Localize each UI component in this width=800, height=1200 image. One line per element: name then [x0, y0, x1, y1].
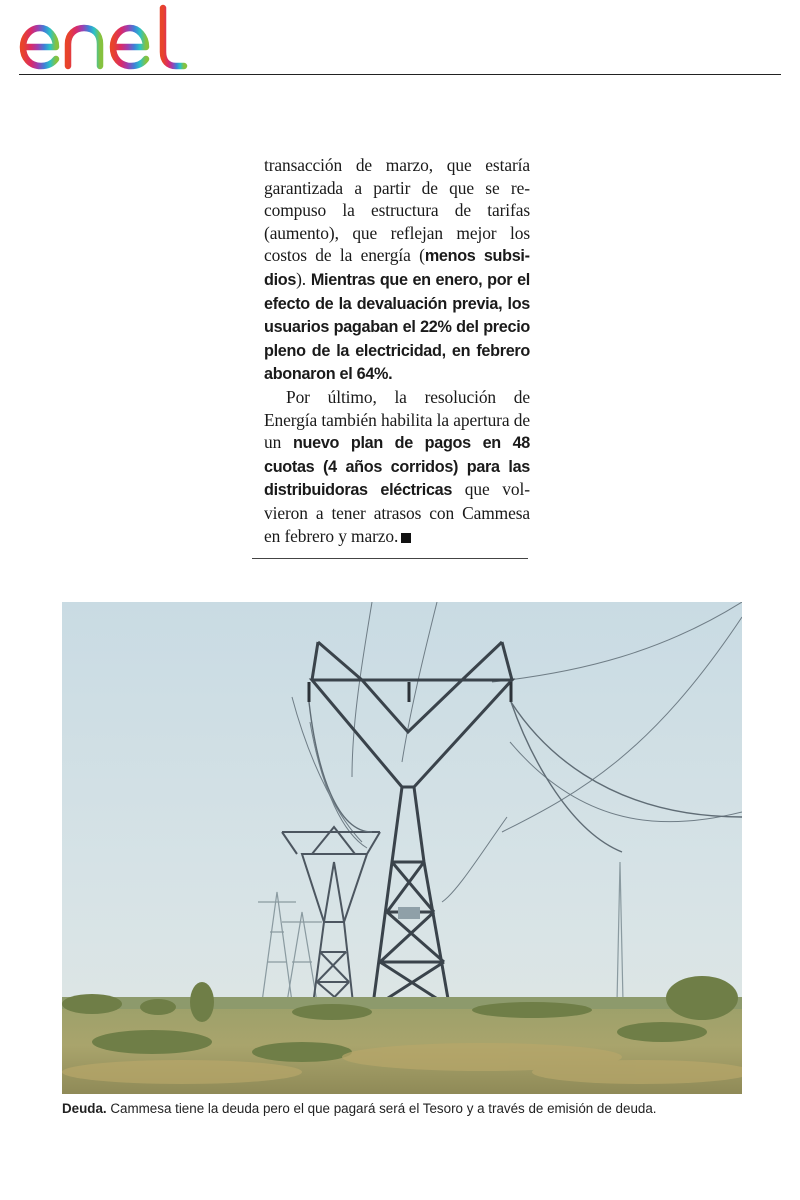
bold-run: nuevo plan de pagos en 48 cuotas (4 años corridos) para las distribuidoras eléctricas [264, 434, 530, 500]
text-run: ). [296, 268, 311, 289]
article-paragraph [264, 154, 530, 386]
enel-logo [18, 4, 193, 72]
article-paragraph [264, 386, 530, 547]
transmission-towers-icon [62, 602, 742, 1094]
text-run: transacción de marzo, que estaría garantizada a partir de que se recompuso la estructura de tarifas (aumento), que reflejan mejor los costos de la energía ( [264, 155, 530, 266]
bold-run: menos subsidios [264, 247, 531, 289]
enel-logo-icon [18, 4, 193, 72]
article-body [264, 154, 530, 547]
article-divider [252, 558, 528, 559]
end-of-article-icon [401, 533, 411, 543]
photo-caption [62, 1100, 762, 1118]
text-run: Por último, la resolución de Energía también habilita la apertura de un [264, 386, 530, 453]
caption-lead: Deuda. [62, 1101, 107, 1116]
header-divider [19, 74, 781, 75]
bold-run: Mientras que en enero, por el efecto de la devaluación previa, los usuarios pagaban el 22% del precio pleno de la electricidad, en febrero abonaron el 64%. [264, 270, 530, 384]
caption-text: Cammesa tiene la deuda pero el que pagará será el Tesoro y a través de emisión de deuda. [106, 1101, 657, 1116]
transmission-towers-photo [62, 602, 742, 1094]
text-run: que volvieron a tener atrasos con Cammesa en febrero y marzo. [264, 479, 530, 546]
